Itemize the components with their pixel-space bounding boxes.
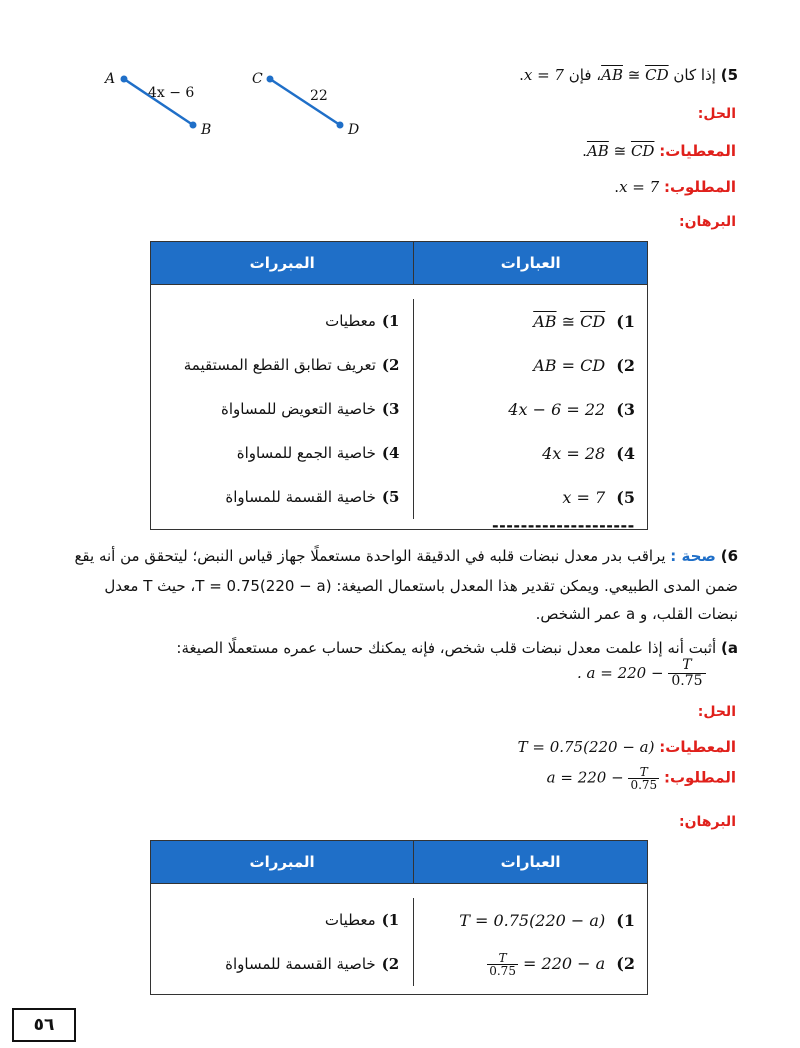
- table-row: 2)تعريف تطابق القطع المستقيمة AB = CD (2: [151, 343, 648, 387]
- reason: خاصية القسمة للمساواة: [225, 955, 376, 973]
- point-c: [267, 76, 274, 83]
- table-row: 4)خاصية الجمع للمساواة 4x = 28 (4: [151, 431, 648, 475]
- q6-number: 6): [720, 547, 738, 565]
- q6-proof-label: البرهان:: [679, 814, 736, 830]
- label-b: B: [201, 122, 212, 138]
- segment-cd: [270, 79, 340, 125]
- label-a: A: [105, 71, 116, 87]
- label-c: C: [252, 71, 263, 87]
- statement: = 220 − a: [523, 953, 606, 973]
- q6-proof-table: [150, 840, 648, 995]
- q6-solution-label: الحل:: [697, 704, 736, 720]
- q5-required-label: المطلوب:: [663, 178, 736, 196]
- q6-topic: صحة :: [670, 547, 716, 565]
- table-row: 3)خاصية التعويض للمساواة 4x − 6 = 22 (3: [151, 387, 648, 431]
- table-row: 1)معطيات T = 0.75(220 − a) (1: [151, 898, 648, 942]
- q5-statement-pre: إذا كان: [673, 66, 716, 84]
- point-a: [121, 76, 128, 83]
- page-number: ٥٦: [12, 1008, 76, 1042]
- statement: x = 7: [562, 487, 606, 507]
- q5-header-reasons: المبررات: [151, 242, 414, 285]
- q5-proof-table: [150, 241, 648, 530]
- separator-dashes: --------------------: [492, 516, 635, 535]
- q6-given-label: المعطيات:: [659, 738, 736, 756]
- reason: تعريف تطابق القطع المستقيمة: [183, 356, 376, 374]
- q5-conclusion: x = 7: [523, 66, 564, 84]
- q5-given-label: المعطيات:: [659, 142, 736, 160]
- q5-solution-label: الحل:: [697, 106, 736, 122]
- q6-given: المعطيات: T = 0.75(220 − a): [517, 738, 736, 756]
- segments-figure: [100, 62, 370, 142]
- q5-number: 5): [720, 66, 738, 84]
- q5-header-statements: العبارات: [414, 242, 648, 285]
- point-d: [337, 122, 344, 129]
- length-cd: 22: [310, 88, 328, 104]
- statement: 4x = 28: [542, 443, 606, 463]
- label-d: D: [348, 122, 360, 138]
- q6-line2: ضمن المدى الطبيعي. ويمكن تقدير هذا المعدل باستعمال الصيغة: T = 0.75(220 − a)، حيث T معدل: [104, 577, 738, 595]
- q5-cong: ≅: [627, 66, 641, 84]
- q5-seg-cd: $\overline{CD}$: [645, 66, 669, 84]
- q5-proof-label: البرهان:: [679, 214, 736, 230]
- statement: 4x − 6 = 22: [508, 399, 606, 419]
- table-row: 2)خاصية القسمة للمساواة $\frac{T}{0.75}$ = 220 − a (2: [151, 942, 648, 986]
- reason: خاصية الجمع للمساواة: [236, 444, 376, 462]
- q6-header-reasons: المبررات: [151, 841, 414, 884]
- q5-seg-ab: $\overline{AB}$: [601, 66, 623, 84]
- q6-line3: نبضات القلب، و a عمر الشخص.: [535, 605, 738, 623]
- reason: معطيات: [325, 312, 376, 330]
- q5-statement: 5) إذا كان $\overline{AB}$ ≅ $\overline{CD}،$ فإن x = 7.: [519, 66, 738, 84]
- point-b: [190, 122, 197, 129]
- statement: AB = CD: [533, 355, 606, 375]
- table-row: 1)معطيات $\overline{AB}$ ≅ $\overline{CD}$ (1: [151, 299, 648, 343]
- q6-part-a-formula: . a = 220 − $\frac{T}{0.75}$: [577, 658, 706, 689]
- reason: خاصية التعويض للمساواة: [221, 400, 376, 418]
- reason: خاصية القسمة للمساواة: [225, 488, 376, 506]
- q6-part-a: a) أثبت أنه إذا علمت معدل نبضات قلب شخص، فإنه يمكنك حساب عمره مستعملًا الصيغة:: [176, 639, 738, 657]
- q6-part-a-label: a): [721, 639, 738, 657]
- statement: T = 0.75(220 − a): [459, 910, 606, 930]
- q5-required: المطلوب: x = 7.: [614, 178, 736, 196]
- q6-required: المطلوب: a = 220 − $\frac{T}{0.75}$: [546, 765, 736, 792]
- q6-line1: 6) صحة : يراقب بدر معدل نبضات قلبه في الدقيقة الواحدة مستعملًا جهاز قياس النبض؛ ليتحقق من أنه يقع: [74, 547, 738, 565]
- q6-required-label: المطلوب:: [663, 768, 736, 787]
- q5-given: المعطيات: $\overline{AB}$ ≅ $\overline{CD}$.: [582, 142, 736, 160]
- q5-statement-mid: ، فإن: [568, 66, 602, 84]
- table-row: 5)خاصية القسمة للمساواة x = 7 (5: [151, 475, 648, 519]
- reason: معطيات: [324, 911, 376, 929]
- length-ab: 4x − 6: [148, 85, 195, 101]
- q6-header-statements: العبارات: [414, 841, 648, 884]
